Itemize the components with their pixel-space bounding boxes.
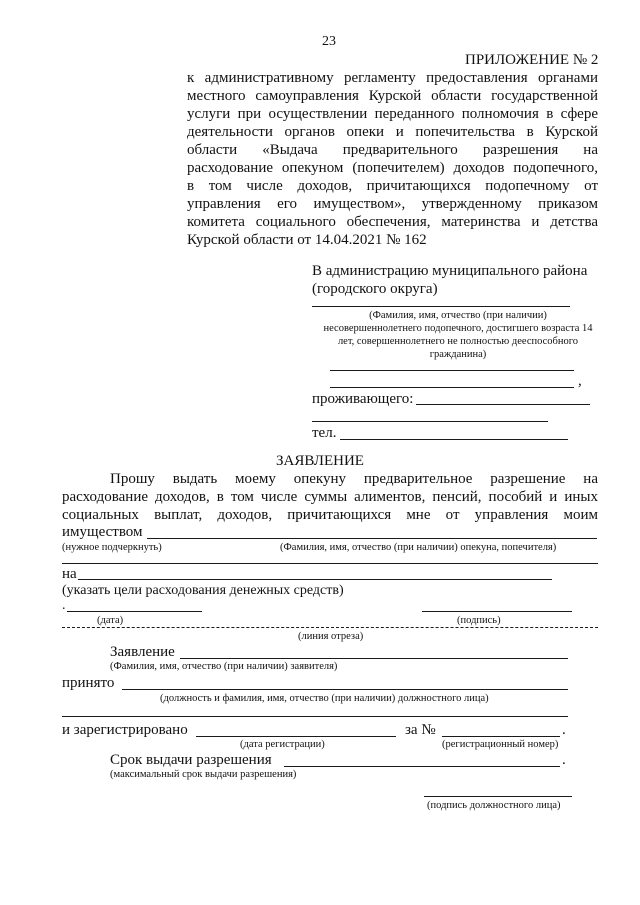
guardian-name-line[interactable] [147, 538, 597, 539]
purpose-prefix: на [62, 566, 77, 582]
appendix-title: ПРИЛОЖЕНИЕ № 2 [465, 52, 599, 68]
dot: . [62, 598, 66, 613]
caption-purpose: (указать цели расходования денежных средств) [62, 583, 344, 598]
signature-line[interactable] [422, 611, 572, 612]
applicant-name-line[interactable] [180, 658, 568, 659]
ward-extra-line[interactable] [330, 387, 574, 388]
caption-signature: (подпись) [457, 615, 501, 626]
phone-line[interactable] [340, 439, 568, 440]
accepted-label: принято [62, 675, 115, 691]
term-line[interactable] [284, 766, 560, 767]
ward-name-caption: несовершеннолетнего подопечного, достигшего возраста 14 [323, 323, 593, 334]
caption-official-signature: (подпись должностного лица) [427, 800, 561, 811]
purpose-line[interactable] [78, 579, 552, 580]
cut-line-caption: (линия отреза) [298, 631, 364, 642]
ward-name-caption: лет, совершеннолетнего не полностью дееспособного [337, 336, 579, 347]
dot: . [562, 752, 566, 768]
statement-line: имуществом [62, 524, 143, 540]
residing-label: проживающего: [312, 391, 414, 407]
caption-date: (дата) [97, 615, 124, 626]
addressee-line: В администрацию муниципального района [312, 263, 588, 279]
appendix-line: области «Выдача предварительного разрешения на [187, 142, 598, 158]
appendix-line: комитета социального обеспечения, материнства и детства [187, 214, 598, 230]
caption-reg-date: (дата регистрации) [240, 739, 325, 750]
residing-line[interactable] [416, 404, 590, 405]
caption-applicant: (Фамилия, имя, отчество (при наличии) заявителя) [110, 661, 338, 672]
reg-number-line[interactable] [442, 736, 560, 737]
appendix-line: к административному регламенту предоставления органами [187, 70, 598, 86]
appendix-line: расходование опекуном (попечителем) доходов подопечного, [187, 160, 598, 176]
ward-name-caption: гражданина) [429, 349, 487, 360]
date-line[interactable] [67, 611, 202, 612]
ward-name-caption: (Фамилия, имя, отчество (при наличии) [369, 310, 547, 321]
registered-label: и зарегистрировано [62, 722, 188, 738]
number-label: за № [405, 722, 436, 738]
caption-reg-number: (регистрационный номер) [442, 739, 559, 750]
addressee-line: (городского округа) [312, 281, 438, 297]
dot: . [562, 722, 566, 738]
statement-line: социальных выплат, доходов, причитающихся мне от управления моим [62, 507, 598, 523]
appendix-line: деятельности органов опеки и попечительства в Курской [187, 124, 598, 140]
residing-line-2[interactable] [312, 421, 548, 422]
guardian-name-line-2[interactable] [62, 563, 598, 564]
appendix-line: местного самоуправления Курской области государственной [187, 88, 598, 104]
reg-date-line[interactable] [196, 736, 396, 737]
appendix-line: услуги при осуществлении переданного полномочия в сфере [187, 106, 598, 122]
comma: , [578, 373, 582, 389]
caption-guardian: (Фамилия, имя, отчество (при наличии) опекуна, попечителя) [280, 542, 557, 553]
caption-term: (максимальный срок выдачи разрешения) [110, 769, 297, 780]
official-signature-line[interactable] [424, 796, 572, 797]
page-number: 23 [322, 34, 336, 49]
statement-line: Прошу выдать моему опекуну предварительное разрешение на [110, 471, 598, 487]
appendix-line: Курской области от 14.04.2021 № 162 [187, 232, 427, 248]
official-line-2[interactable] [62, 716, 568, 717]
statement-line: расходование доходов, в том числе суммы алиментов, пенсий, пособий и иных [62, 489, 598, 505]
phone-label: тел. [312, 425, 337, 441]
appendix-line: в том числе доходов, причитающихся подопечному от [187, 178, 598, 194]
official-line[interactable] [122, 689, 568, 690]
ward-extra-line[interactable] [330, 370, 574, 371]
appendix-line: управления его имуществом», утвержденному приказом [187, 196, 598, 212]
term-label: Срок выдачи разрешения [110, 752, 272, 768]
caption-official: (должность и фамилия, имя, отчество (при наличии) должностного лица) [160, 693, 489, 704]
ward-name-line[interactable] [312, 306, 570, 307]
cut-line [62, 627, 598, 628]
receipt-statement-label: Заявление [110, 644, 175, 660]
caption-underline: (нужное подчеркнуть) [62, 542, 162, 553]
statement-title: ЗАЯВЛЕНИЕ [276, 453, 364, 469]
